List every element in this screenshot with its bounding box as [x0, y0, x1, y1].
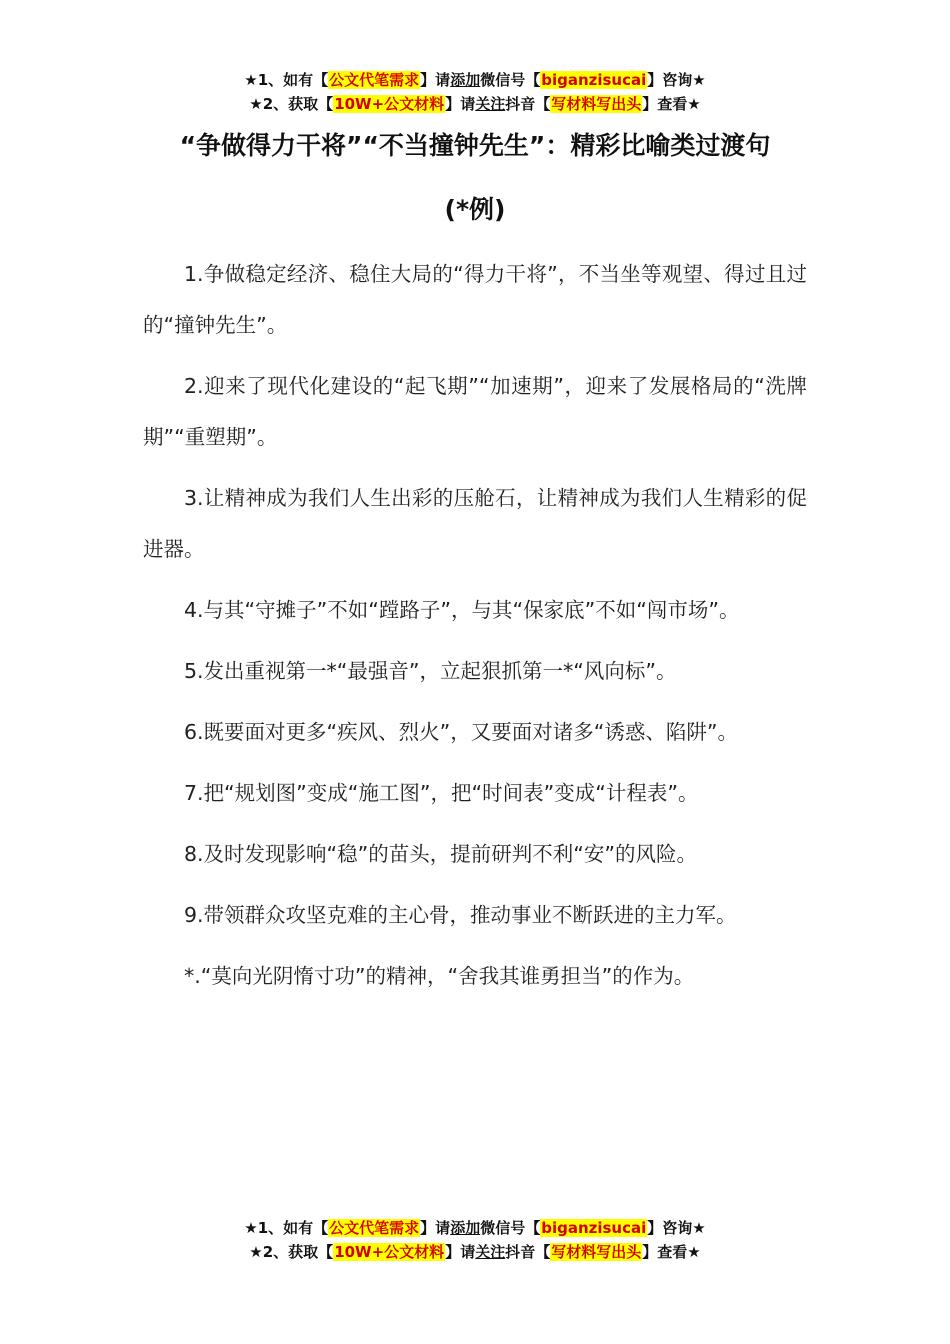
highlight-service: 公文代笔需求	[329, 1219, 420, 1237]
banner-line-1	[0, 1216, 950, 1240]
underlined-text: 关注	[475, 1243, 506, 1261]
highlight-douyin-account: 写材料写出头	[551, 1243, 642, 1261]
paragraph-3: 3.让精神成为我们人生出彩的压舱石，让精神成为我们人生精彩的促进器。	[143, 486, 807, 561]
paragraph-4: 4.与其“守摊子”不如“蹚路子”，与其“保家底”不如“闯市场”。	[184, 598, 740, 622]
paragraph-5: 5.发出重视第一*“最强音”，立起狠抓第一*“风向标”。	[184, 659, 677, 683]
document-title: “争做得力干将”“不当撞钟先生”：精彩比喻类过渡句	[179, 131, 771, 160]
banner-text: 微信号【	[480, 71, 541, 89]
paragraph-9: 9.带领群众攻坚克难的主心骨，推动事业不断跃进的主力军。	[184, 903, 737, 927]
banner-text: 】咨询★	[647, 1219, 706, 1237]
banner-text: 】请	[420, 1219, 451, 1237]
paragraph-1: 1.争做稳定经济、稳住大局的“得力干将”，不当坐等观望、得过且过的“撞钟先生”。	[143, 262, 807, 337]
banner-text: 】请	[445, 1243, 476, 1261]
highlight-materials: 10W+公文材料	[334, 95, 445, 113]
banner-text: 】查看★	[642, 95, 701, 113]
banner-text: 】请	[420, 71, 451, 89]
banner-text: 抖音【	[505, 1243, 551, 1261]
banner-line-1	[0, 68, 950, 92]
paragraph-8: 8.及时发现影响“稳”的苗头，提前研判不利“安”的风险。	[184, 842, 698, 866]
underlined-text: 添加	[450, 71, 481, 89]
highlight-materials: 10W+公文材料	[334, 1243, 445, 1261]
paragraph-6: 6.既要面对更多“疾风、烈火”，又要面对诸多“诱惑、陷阱”。	[184, 720, 739, 744]
document-subtitle: (*例)	[444, 195, 506, 224]
document-body	[143, 249, 807, 1012]
highlight-wechat-id: biganzisucai	[541, 71, 647, 89]
banner-line-2	[0, 92, 950, 116]
banner-text: 】查看★	[642, 1243, 701, 1261]
banner-text: ★1、如有【	[244, 71, 329, 89]
underlined-text: 关注	[475, 95, 506, 113]
banner-text: 微信号【	[480, 1219, 541, 1237]
paragraph-7: 7.把“规划图”变成“施工图”，把“时间表”变成“计程表”。	[184, 781, 699, 805]
banner-line-2	[0, 1240, 950, 1264]
banner-text: 】咨询★	[647, 71, 706, 89]
paragraph-2: 2.迎来了现代化建设的“起飞期”“加速期”，迎来了发展格局的“洗牌期”“重塑期”。	[143, 374, 807, 449]
footer-banner	[0, 1216, 950, 1264]
underlined-text: 添加	[450, 1219, 481, 1237]
highlight-service: 公文代笔需求	[329, 71, 420, 89]
banner-text: 】请	[445, 95, 476, 113]
highlight-wechat-id: biganzisucai	[541, 1219, 647, 1237]
banner-text: 抖音【	[505, 95, 551, 113]
banner-text: ★2、获取【	[249, 95, 334, 113]
highlight-douyin-account: 写材料写出头	[551, 95, 642, 113]
header-banner	[0, 68, 950, 116]
paragraph-10: *.“莫向光阴惰寸功”的精神，“舍我其谁勇担当”的作为。	[184, 964, 695, 988]
banner-text: ★1、如有【	[244, 1219, 329, 1237]
banner-text: ★2、获取【	[249, 1243, 334, 1261]
